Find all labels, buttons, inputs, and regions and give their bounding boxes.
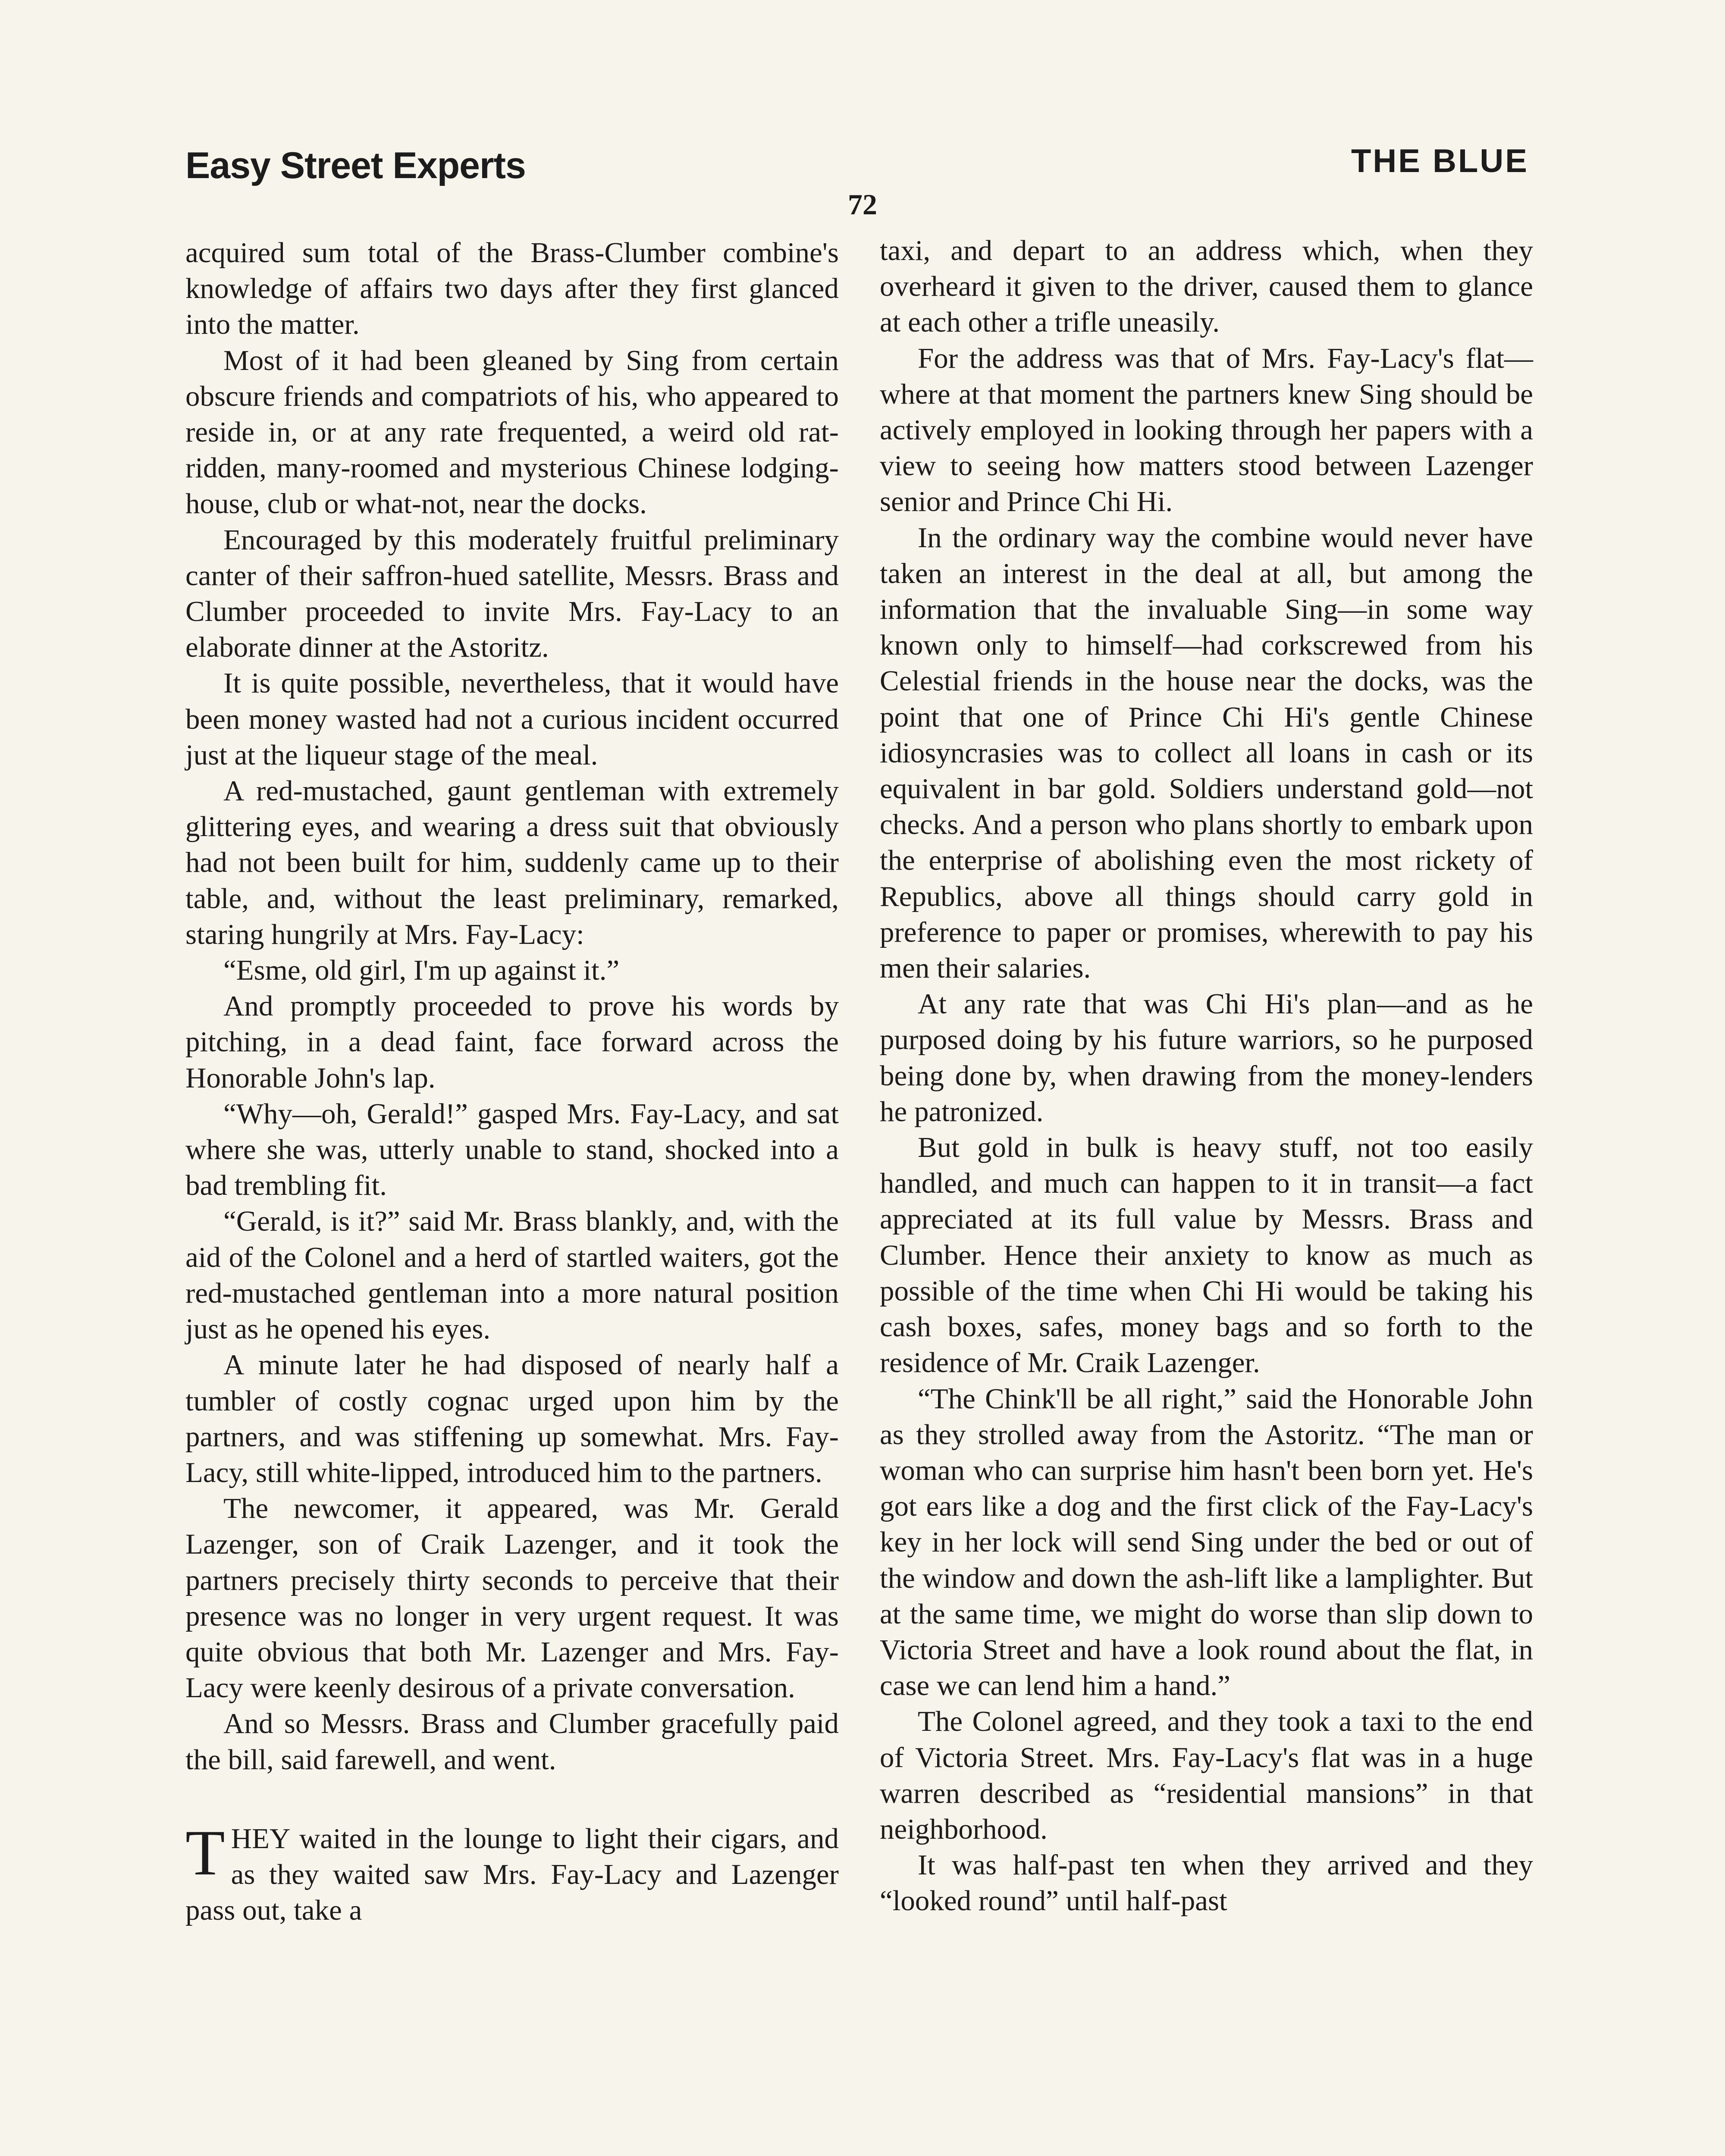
paragraph: At any rate that was Chi Hi's plan—and as he purposed doing by his future warriors, so he purposed being done by, when drawing from the money-lenders he patronized. [880, 988, 1533, 1128]
paragraph: It is quite possible, nevertheless, that it would have been money wasted had not a curious incident occurred just at the liqueur stage of the meal. [185, 667, 839, 771]
paragraph: “Why—oh, Gerald!” gasped Mrs. Fay-Lacy, and sat where she was, utterly unable to stand, shocked into a bad trembling fit. [185, 1097, 839, 1202]
running-title: Easy Street Experts [185, 145, 526, 186]
paragraph: “Gerald, is it?” said Mr. Brass blankly, and, with the aid of the Colonel and a herd of startled waiters, got the red-mustached gentleman into a more natural position just as he opened his eyes. [185, 1205, 839, 1345]
paragraph: And so Messrs. Brass and Clumber gracefully paid the bill, said farewell, and went. [185, 1708, 839, 1776]
paragraph: It was half-past ten when they arrived and they “looked round” until half-past [880, 1849, 1533, 1917]
paragraph: “Esme, old girl, I'm up against it.” [223, 954, 620, 987]
right-column [880, 233, 1533, 1919]
left-column [185, 235, 839, 1928]
paragraph: acquired sum total of the Brass-Clumber combine's knowledge of affairs two days after they first glanced into the matter. [185, 237, 839, 341]
paragraph: “The Chink'll be all right,” said the Honorable John as they strolled away from the Astoritz. “The man or woman who can surprise him hasn't been born yet. He's got ears like a dog and the first click of the Fay-Lacy's key in her lock will send Sing under the bed or out of the window and down the ash-lift like a lamplighter. But at the same time, we might do worse than slip down to Victoria Street and have a look round about the flat, in case we can lend him a hand.” [880, 1382, 1533, 1702]
drop-cap: T [185, 1817, 225, 1889]
paragraph: And promptly proceeded to prove his words by pitching, in a dead faint, face forward across the Honorable John's lap. [185, 990, 839, 1094]
paragraph: For the address was that of Mrs. Fay-Lacy's flat—where at that moment the partners knew Sing should be actively employed in looking through her papers with a view to seeing how matters stood between Lazenger senior and Prince Chi Hi. [880, 342, 1533, 518]
magazine-title: THE BLUE [1351, 143, 1529, 179]
paragraph: But gold in bulk is heavy stuff, not too easily handled, and much can happen to it in transit—a fact appreciated at its full value by Messrs. Brass and Clumber. Hence their anxiety to know as much as possible of the time when Chi Hi would be taking his cash boxes, safes, money bags and so forth to the residence of Mr. Craik Lazenger. [880, 1131, 1533, 1379]
paragraph: Most of it had been gleaned by Sing from certain obscure friends and compatriots of his, who appeared to reside in, or at any rate frequented, a weird old rat-ridden, many-roomed and mysterious Chinese lodging-house, club or what-not, near the docks. [185, 344, 839, 520]
paragraph: A red-mustached, gaunt gentleman with extremely glittering eyes, and wearing a dress suit that obviously had not been built for him, suddenly came up to their table, and, without the least preliminary, remarked, staring hungrily at Mrs. Fay-Lacy: [185, 775, 839, 950]
section-opening-paragraph [185, 1817, 839, 1929]
paragraph: A minute later he had disposed of nearly half a tumbler of costly cognac urged upon him by the partners, and was stiffening up somewhat. Mrs. Fay-Lacy, still white-lipped, introduced him to the partners. [185, 1349, 839, 1489]
page-number: 72 [848, 188, 877, 221]
section-opening-text: HEY waited in the lounge to light their cigars, and as they waited saw Mrs. Fay-Lacy and Lazenger pass out, take a [185, 1822, 839, 1927]
paragraph: Encouraged by this moderately fruitful preliminary canter of their saffron-hued satellite, Messrs. Brass and Clumber proceeded to invite Mrs. Fay-Lacy to an elaborate dinner at the Astoritz. [185, 523, 839, 664]
paragraph: taxi, and depart to an address which, when they overheard it given to the driver, caused them to glance at each other a trifle uneasily. [880, 235, 1533, 338]
paragraph: The newcomer, it appeared, was Mr. Gerald Lazenger, son of Craik Lazenger, and it took the partners precisely thirty seconds to perceive that their presence was no longer in very urgent request. It was quite obvious that both Mr. Lazenger and Mrs. Fay-Lacy were keenly desirous of a private conversation. [185, 1492, 839, 1704]
paragraph: In the ordinary way the combine would never have taken an interest in the deal at all, but among the information that the invaluable Sing—in some way known only to himself—had corkscrewed from his Celestial friends in the house near the docks, was the point that one of Prince Chi Hi's gentle Chinese idiosyncrasies was to collect all loans in cash or its equivalent in bar gold. Soldiers understand gold—not checks. And a person who plans shortly to embark upon the enterprise of abolishing even the most rickety of Republics, above all things should carry gold in preference to paper or promises, wherewith to pay his men their salaries. [880, 521, 1533, 984]
paragraph: The Colonel agreed, and they took a taxi to the end of Victoria Street. Mrs. Fay-Lacy's flat was in a huge warren described as “residential mansions” in that neighborhood. [880, 1705, 1533, 1845]
